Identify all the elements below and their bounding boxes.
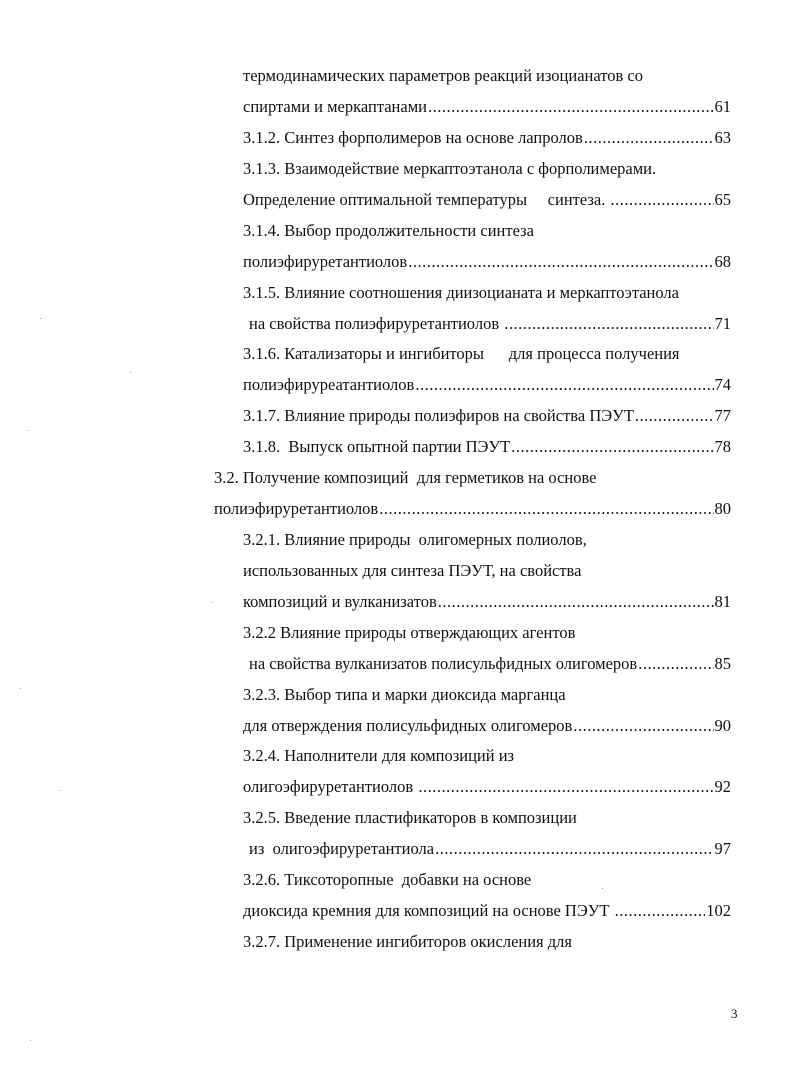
toc-line (249, 839, 731, 859)
toc-line (243, 159, 656, 179)
toc-line (243, 283, 679, 303)
toc-line (243, 746, 514, 766)
toc-entry-text: Определение оптимальной температуры синтеза. (243, 190, 610, 209)
toc-page-ref: 92 (714, 777, 731, 796)
toc-line (214, 499, 731, 519)
leader-dots (428, 97, 714, 117)
toc-line (243, 97, 731, 117)
scan-speck (20, 688, 21, 689)
toc-line (243, 375, 731, 395)
toc-page-ref: 74 (714, 375, 731, 394)
toc-entry-text: 3.1.3. Взаимодействие меркаптоэтанола с форполимерами. (243, 159, 657, 178)
toc-entry-text: использованных для синтеза ПЭУТ, на свойства (243, 561, 582, 580)
toc-entry-text: композиций и вулканизатов (243, 592, 437, 611)
leader-dots (638, 654, 713, 674)
scan-speck (602, 888, 603, 889)
toc-line (243, 66, 643, 86)
toc-page-ref: 90 (714, 716, 731, 735)
leader-dots (379, 499, 713, 519)
toc-entry-text: 3.2.6. Тиксоторопные добавки на основе (243, 870, 532, 889)
toc-entry-text: диоксида кремния для композиций на основе ПЭУТ (243, 901, 614, 920)
leader-dots (438, 592, 714, 612)
toc-page-ref: 61 (714, 97, 731, 116)
toc-entry-text: 3.1.5. Влияние соотношения диизоцианата и меркаптоэтанола (243, 283, 679, 302)
leader-dots (435, 839, 713, 859)
toc-line (249, 654, 731, 674)
toc-entry-text: 3.1.8. Выпуск опытной партии ПЭУТ (243, 437, 511, 456)
toc-line (243, 252, 731, 272)
toc-line (243, 777, 731, 797)
toc-line (243, 808, 577, 828)
leader-dots (408, 252, 713, 272)
scan-speck (212, 602, 213, 603)
toc-line (243, 128, 731, 148)
toc-entry-text: полиэфируретантиолов (243, 252, 408, 271)
leader-dots (635, 406, 714, 426)
toc-line (243, 932, 572, 952)
scan-speck (130, 372, 131, 373)
toc-entry-text: 3.1.2. Синтез форполимеров на основе лапролов (243, 128, 583, 147)
toc-entry-text: 3.2.7. Применение ингибиторов окисления для (243, 932, 572, 951)
leader-dots (611, 190, 714, 210)
leader-dots (584, 128, 714, 148)
scan-speck (30, 1040, 31, 1041)
scan-speck (60, 790, 61, 791)
toc-line (243, 437, 731, 457)
toc-line (243, 623, 575, 643)
toc-entry-text: термодинамических параметров реакций изоцианатов со (243, 66, 643, 85)
toc-page-ref: 97 (714, 839, 731, 858)
toc-page-ref: 80 (714, 499, 731, 518)
leader-dots (418, 777, 713, 797)
toc-entry-text: 3.2.3. Выбор типа и марки диоксида марганца (243, 685, 566, 704)
toc-entry-text: полиэфируреатантиолов (243, 375, 415, 394)
toc-entry-text: полиэфируретантиолов (214, 499, 379, 518)
leader-dots (615, 901, 706, 921)
scan-speck (40, 318, 41, 319)
toc-entry-text: 3.2.2 Влияние природы отверждающих агентов (243, 623, 576, 642)
toc-page-ref: 65 (714, 190, 731, 209)
page-number: 3 (731, 1006, 738, 1021)
toc-line (243, 901, 731, 921)
leader-dots (504, 314, 713, 334)
toc-page-ref: 68 (714, 252, 731, 271)
toc-entry-text: 3.2.5. Введение пластификаторов в композиции (243, 808, 577, 827)
toc-line (249, 314, 731, 334)
leader-dots (415, 375, 713, 395)
toc-page-ref: 102 (706, 901, 731, 920)
toc-entry-text: 3.1.4. Выбор продолжительности синтеза (243, 221, 534, 240)
leader-dots (511, 437, 713, 457)
toc-entry-text: 3.2. Получение композиций для герметиков на основе (214, 468, 597, 487)
toc-line (243, 592, 731, 612)
toc-entry-text: спиртами и меркаптанами (243, 97, 427, 116)
toc-line (243, 344, 680, 364)
toc-entry-text: 3.2.1. Влияние природы олигомерных полиолов, (243, 530, 587, 549)
toc-line (243, 870, 531, 890)
toc-line (243, 716, 731, 736)
toc-entry-text: 3.2.4. Наполнители для композиций из (243, 746, 515, 765)
toc-line (243, 561, 581, 581)
toc-page-ref: 81 (714, 592, 731, 611)
toc-entry-text: олигоэфируретантиолов (243, 777, 418, 796)
toc-line (243, 221, 534, 241)
toc-entry-text: для отверждения полисульфидных олигомеров (243, 716, 573, 735)
toc-line (243, 685, 566, 705)
scan-speck (28, 430, 29, 431)
toc-line (243, 406, 731, 426)
toc-entry-text: 3.1.7. Влияние природы полиэфиров на свойства ПЭУТ (243, 406, 634, 425)
toc-entry-text: 3.1.6. Катализаторы и ингибиторы для процесса получения (243, 344, 680, 363)
toc-entry-text: из олигоэфируретантиола (249, 839, 435, 858)
leader-dots (573, 716, 713, 736)
toc-page-ref: 71 (714, 314, 731, 333)
toc-page-ref: 85 (714, 654, 731, 673)
toc-page-ref: 78 (714, 437, 731, 456)
toc-page-ref: 77 (714, 406, 731, 425)
toc-entry-text: на свойства вулканизатов полисульфидных олигомеров (249, 654, 638, 673)
toc-line (243, 190, 731, 210)
toc-page-ref: 63 (714, 128, 731, 147)
toc-line (214, 468, 597, 488)
toc-entry-text: на свойства полиэфируретантиолов (249, 314, 504, 333)
toc-line (243, 530, 587, 550)
